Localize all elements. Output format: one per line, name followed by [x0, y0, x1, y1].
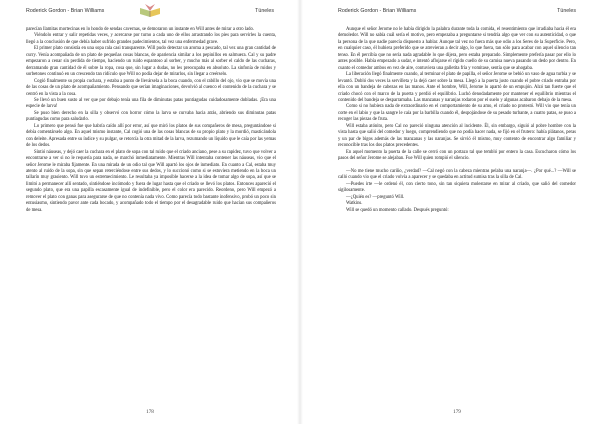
page-header — [338, 8, 576, 18]
paragraph: El primer plato consistía en una sopa rala casi transparente. Will pudo detectar un aroma a pescado, tal vez una gran cantidad de curry. Venía acompañada de un plato de pequeñas cosas blancas, de apariencia similar a los pepinillos en salmuera. Cal y su padre empezaron a cenar sin perdida de tiempo, haciendo un ruido espantoso al sorber, y mucho más al sorber el caldo de las cucharas, derramando gran cantidad de él sobre la ropa, cosa que, sin lugar a dudas, no les preocupaba en absoluto. La sinfonía de ruidos y sorbetones continuó en un crescendo tan ridículo que Will no podía dejar de mirarlos, sin llegar a creérselo. — [26, 46, 276, 78]
paragraph: Viéndolo entrar y salir repetidas veces, y acercarse por turno a cada uno de ellos arrastrando los pies para servirles la cuenta, llegó a la conclusión de que debía haber sufrido grandes padecimientos, tal vez una enfermedad grave. — [26, 33, 276, 45]
header-author: Roderick Gordon - Brian Williams — [338, 8, 417, 14]
paragraph: Will se quedó un momento callado. Después preguntó: — [346, 207, 449, 213]
paragraph: Lo primero que pensó fue que habría caído allí por error, así que miró los platos de sus compañeros de mesa, preguntándose si debía comentárselo algo. En aquel mismo instante, Cal cogió una de las cosas blancas de su propio plato y la mordió, masticándola con deleite. Apresada entre su índice y su pulgar, se retorcía la otra mitad de la larva, rezumando un líquido que le caía por las yemas de los dedos. — [26, 123, 276, 149]
paragraph: Cogió finalmente su propia cuchara, y estaba a punto de llevársela a la boca cuando, con el rabillo del ojo, vio que se movía una de las cosas de un plato de acompañamiento. Pensando que serían imaginaciones, devolvió al cuenco el contenido de la cuchara y se centró en la vista a la cosa. — [26, 78, 276, 97]
paragraph: —Puedes irte —le ordenó él, con cierto tono, sin tan siquiera molestarse en mirar al criado, que salió del comedor sigilosamente. — [338, 181, 576, 194]
right-page — [300, 0, 600, 424]
header-title: Túneles — [557, 8, 576, 14]
paragraph: Watkins. — [346, 201, 363, 207]
header-title: Túneles — [255, 8, 274, 14]
page-body — [26, 27, 276, 402]
page-body — [338, 27, 576, 402]
paragraph: parecían llamitas mortecinas en lo hondo de sendas cavernas, se demoraron un instante en Will antes de mirar a otro lado. — [26, 27, 255, 32]
paragraph: Se puso bien derecho en la silla y observó con horror cómo la larva se curvaba hacia atrás, abriendo sus diminutas patas puntiagudas como para saludarlo. — [26, 110, 276, 123]
paragraph: Se llevó un buen susto al ver que por debajo tenía una fila de diminutas patas puntiagudas cuidadosamente dobladas. ¡Era una especie de larva! — [26, 97, 276, 110]
paragraph: —¿Quién es? —preguntó Will. — [346, 194, 405, 200]
header-author: Roderick Gordon - Brian Williams — [26, 8, 105, 14]
paragraph: La liberación llegó finalmente cuando, al terminar el plato de papilla, el señor Jerome se bebió un vaso de agua turbia y se levantó. Dobló dos veces la servilleta y la dejó caer sobre la mesa. Llegó a la puerta justo cuando el pobre criado entraba por ella con un bandeja de cabezas en las manos. Ante el hombre, Will, Jerome lo apartó de un empujón. Alzó tan fuerte que el criado chocó con el marco de la puerta y perdió el equilibrio. Luchó denodadamente por mantener el equilibrio mientras el contenido del bandeja se desparramaba. Las manzanas y naranjas rodaron por el suelo y algunas acabaron debajo de la mesa. — [338, 72, 576, 103]
paragraph: Como si no hubiera nada de extraordinario en el comportamiento de su amo, el criado no protestó. Will vio que tenía un corte en el labio y que la sangre le caía por la barbilla cuando él, despojándose de su pesado turbante, a cuatro patas, se puso a recoger las piezas de fruta. — [338, 104, 576, 123]
paragraph: En aquel momento la puerta de la calle se cerró con un portazo tal que tembló por entero la casa. Escucharon cómo los pasos del señor Jerome se alejaban. Fue Will quien rompió el silencio. — [338, 149, 576, 162]
book-logo-icon — [137, 3, 163, 21]
paragraph: Sintió náuseas, y dejó caer la cuchara en el plato de sopa con tal ruido que el criado anciano, pese a su rapidez, tuvo que volver a encontrarse a ver si no le requería para nada, se marchó inmediatamente. Mientras Will intentaba contener las náuseas, vio que el señor Jerome le miraba fijamente. En una mirada de un odio tal que Will apartó los ojos de inmediato. En cuanto a Cal, estaba muy atento al ruido de la sopa, sin que sepan reterciéndose entre sus dedos, y lo succionó como si se estuviera metiendo en la boca un tallarín muy grasiento. Will tuvo un estremecimiento. Le resultaba ya imposible hacerse a la idea de tomar algo de sopa, así que se limitó a permanecer allí sentado, sintiéndose incómodo y fuera de lugar hasta que el criado se llevó los platos. Entonces apareció el segundo plato, que era una papilla escasamente igual de indefinible, pero el color era parecido. Reordeno, pero Will empezó a remover el plato con ganas para asegurarse de que no contenía nada vivo. Como parecía todo bastante inofensivo, probó un poco sin entusiasmo, sintiendo pavor ante cada bocado, y acompañado todo el tiempo por el desagradable ruido que hacían sus compañeros de mesa. — [26, 149, 276, 213]
page-number: 178 — [146, 409, 154, 415]
page-number: 179 — [453, 409, 461, 415]
paragraph: Will estaba atónito, pero Cal no pareció ninguna atención al incidente. Él, sin embargo, siguió al pobre hombre con la vista hasta que salió del comedor y luego, comprendiendo que no podía hacer nada, se fijó en el frutero: había plátanos, peras y un par de bigos además de las manzanas y las naranjas. Se sirvió él mismo, muy contento de encontrar algo familiar y reconocible tras los dos platos precedentes. — [338, 123, 576, 149]
paragraph: —No me tiene mucho cariño, ¿verdad? —Cal negó con la cabeza mientras pelaba una naranja—. ¿Por qué...? —Will se calló cuando vio que el criado volvía a aparecer y se quedaba en actitud sumisa tras la silla de Cal. — [338, 168, 576, 181]
paragraph: Aunque el señor Jerome no le había dirigido la palabra durante toda la comida, el resentimiento que irradiaba hacia él era demoledor. Will no sabía cuál sería el motivo, pero empezaba a preguntarse si tendría algo que ver con su autenticidad, o que la persona de la que nadie parecía dispuesto a hablar. Aunque tal vez no fuera más que odio a los Seres de la Superficie. Pero, en cualquier caso, él hubiera preferido que se atrevieran a decir algo, lo que fuera, tan sólo para acabar con aquel silencio tan tenso. En él percibía que no sería nada agradable lo que dijera, pero estaba preparado. Simplemente prefería pasar por ello lo antes posible. Había empezado a sudar, e intentó aflojarse el rígido cuello de su camisa nueva pasando un dedo por dentro. En cuanto el comedor ambos en vez de aire, contuviera una galletita fría y vomitase, sentía que se ahogaba. — [338, 27, 576, 71]
